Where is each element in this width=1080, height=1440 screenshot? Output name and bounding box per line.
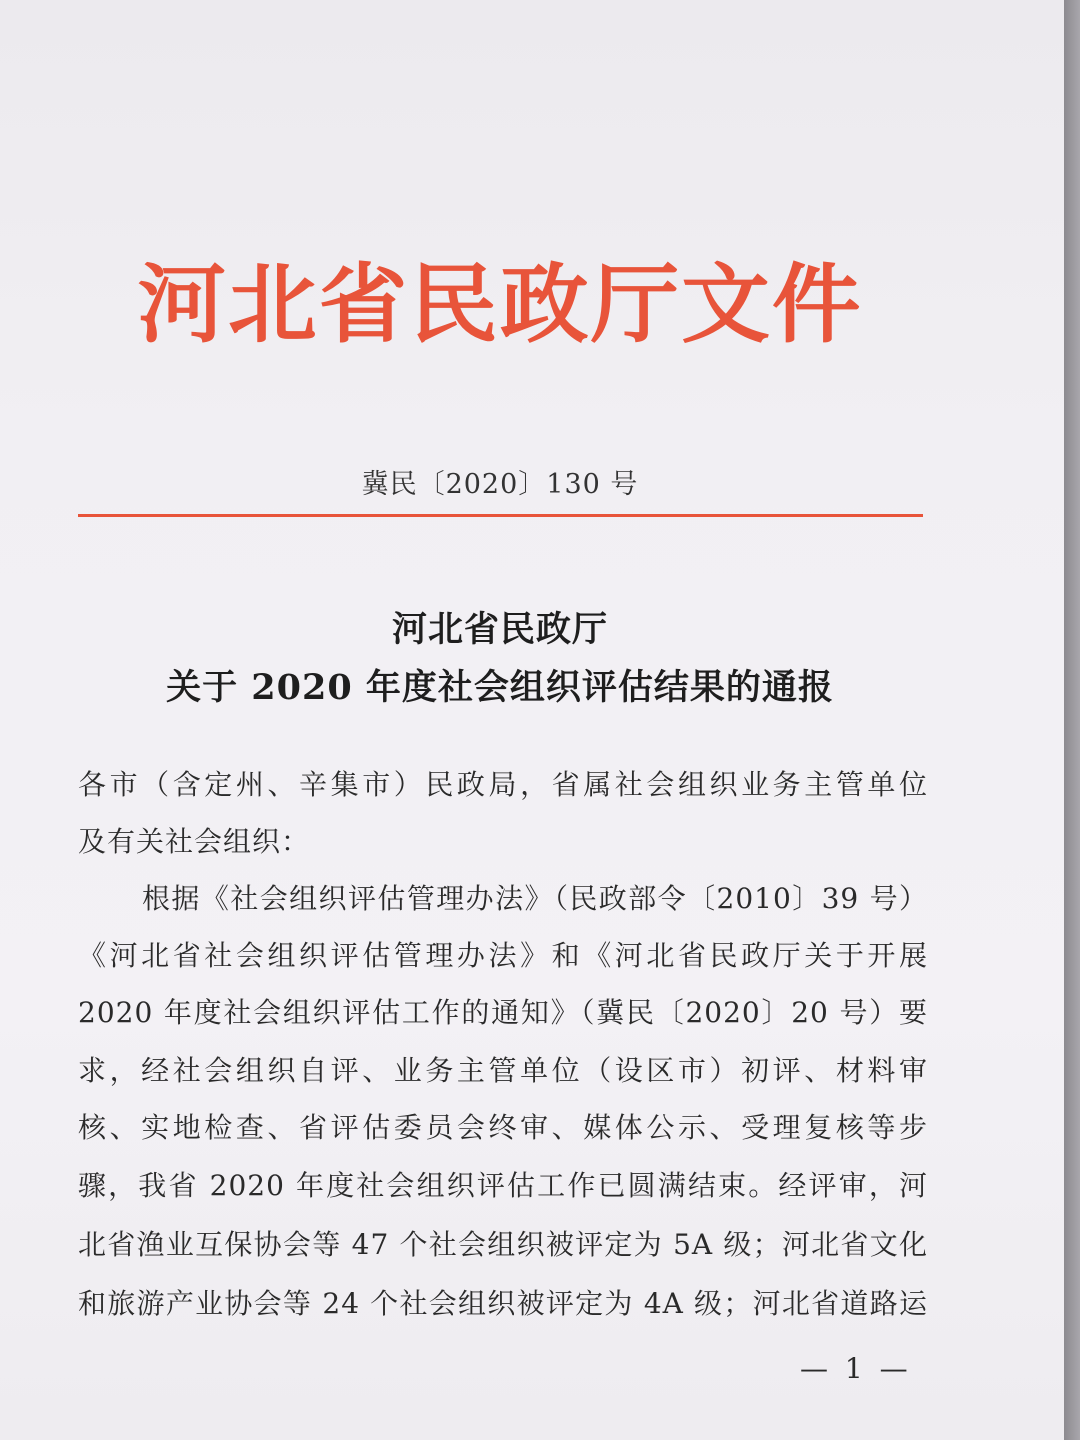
body-line-2: 及有关社会组织： <box>78 825 311 858</box>
page-edge-shadow <box>1064 0 1080 1440</box>
body-line-9: 北省渔业互保协会等 47 个社会组织被评定为 5A 级；河北省文化 <box>78 1228 928 1261</box>
page-number: — 1 — <box>800 1352 912 1385</box>
body-line-1: 各市（含定州、辛集市）民政局，省属社会组织业务主管单位 <box>78 768 928 801</box>
notice-title-line-2: 关于 2020 年度社会组织评估结果的通报 <box>166 667 834 708</box>
body-line-4: 《河北省社会组织评估管理办法》和《河北省民政厅关于开展 <box>78 939 928 972</box>
document-header-title: 河北省民政厅文件 <box>137 254 863 355</box>
body-line-3: 根据《社会组织评估管理办法》（民政部令〔2010〕39 号） <box>142 882 928 915</box>
notice-title-line-1: 河北省民政厅 <box>391 609 608 650</box>
body-line-6: 求，经社会组织自评、业务主管单位（设区市）初评、材料审 <box>78 1054 928 1087</box>
red-divider-rule <box>78 514 923 517</box>
body-line-5: 2020 年度社会组织评估工作的通知》（冀民〔2020〕20 号）要 <box>78 996 928 1029</box>
document-number: 冀民〔2020〕130 号 <box>361 469 639 500</box>
body-line-10: 和旅游产业协会等 24 个社会组织被评定为 4A 级；河北省道路运 <box>78 1287 928 1320</box>
body-line-8: 骤，我省 2020 年度社会组织评估工作已圆满结束。经评审，河 <box>78 1169 928 1202</box>
body-line-7: 核、实地检查、省评估委员会终审、媒体公示、受理复核等步 <box>78 1111 928 1144</box>
